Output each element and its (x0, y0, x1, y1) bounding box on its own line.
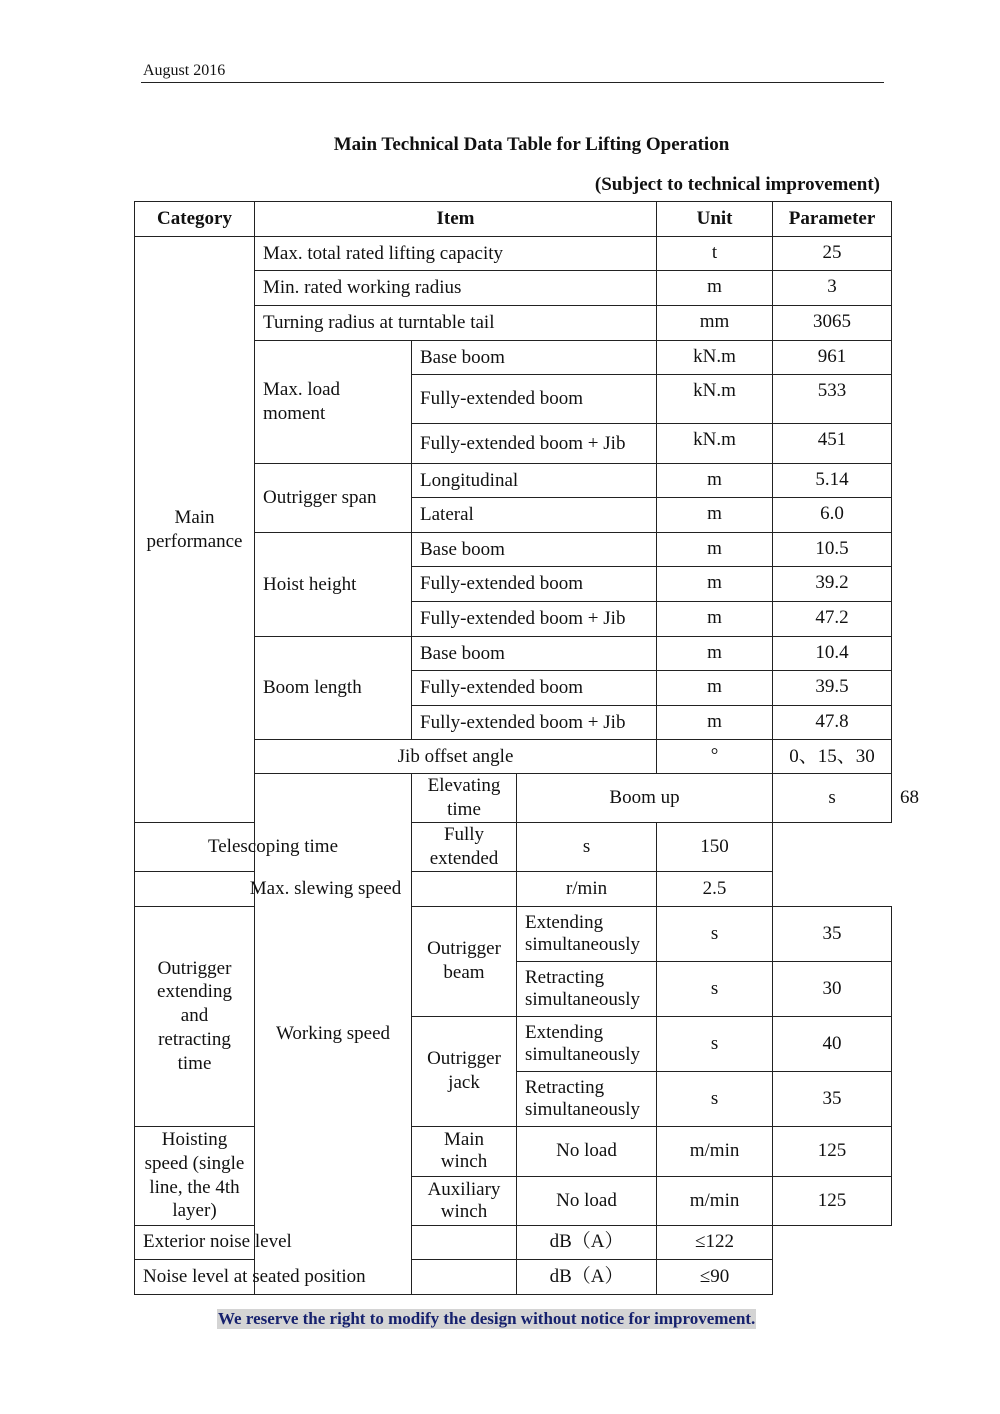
group-label-outrigger-time: Outrigger extending and retracting time (135, 906, 255, 1126)
sub-item-label: Lateral (412, 498, 657, 533)
unit-cell: m (657, 533, 773, 567)
header-date: August 2016 (143, 62, 226, 79)
unit-cell: s (657, 906, 773, 961)
sub-item-label: Base boom (412, 341, 657, 375)
column-header-category: Category (135, 202, 255, 237)
sub-item-label: Fully-extended boom + Jib (412, 602, 657, 637)
header-rule (141, 82, 884, 83)
table-row (135, 237, 892, 271)
unit-cell: mm (657, 306, 773, 341)
group-label-load-moment: Max. load moment (255, 341, 412, 464)
item-label: Noise level at seated position (135, 1259, 517, 1294)
sub-item-label: Fully-extended boom (412, 375, 657, 424)
page-title: Main Technical Data Table for Lifting Operation (333, 134, 730, 155)
table-row (135, 1126, 892, 1176)
load-label: No load (517, 1176, 657, 1225)
category-main-performance: Main performance (135, 237, 255, 823)
unit-cell: dB（A） (517, 1225, 657, 1259)
unit-cell: m/min (657, 1126, 773, 1176)
page-subtitle: (Subject to technical improvement) (594, 174, 880, 195)
table-row (135, 1259, 892, 1294)
parameter-cell: 2.5 (657, 871, 773, 906)
sub-item-label: Longitudinal (412, 464, 657, 498)
unit-cell: s (657, 1016, 773, 1071)
unit-cell: r/min (517, 871, 657, 906)
column-header-item: Item (255, 202, 657, 237)
unit-cell: kN.m (657, 424, 773, 464)
table-row (135, 906, 892, 961)
parameter-cell: ≤122 (657, 1225, 773, 1259)
group-label-boom-length: Boom length (255, 637, 412, 740)
sub-item-label: Fully-extended boom (412, 567, 657, 602)
group-label-hoist-height: Hoist height (255, 533, 412, 637)
item-label: Jib offset angle (255, 740, 657, 774)
column-header-unit: Unit (657, 202, 773, 237)
unit-cell: m (657, 567, 773, 602)
winch-label: Main winch (412, 1126, 517, 1176)
sub-item-label: Base boom (412, 533, 657, 567)
column-header-parameter: Parameter (773, 202, 892, 237)
unit-cell: s (657, 1071, 773, 1126)
unit-cell: m (657, 671, 773, 706)
group-label-hoisting-speed: Hoisting speed (single line, the 4th layer) (135, 1126, 255, 1225)
sub-item-label: Boom up (517, 774, 773, 823)
parameter-cell: 150 (657, 823, 773, 872)
parameter-cell: 451 (773, 424, 892, 464)
sub-item-label: Fully-extended boom (412, 671, 657, 706)
unit-cell: m (657, 464, 773, 498)
item-label: Max. total rated lifting capacity (255, 237, 657, 271)
parameter-cell: 47.2 (773, 602, 892, 637)
action-label: Extending simultaneously (517, 1016, 657, 1071)
parameter-cell: 35 (773, 1071, 892, 1126)
parameter-cell: 6.0 (773, 498, 892, 533)
action-label: Extending simultaneously (517, 906, 657, 961)
item-label: Exterior noise level (135, 1225, 517, 1259)
parameter-cell: 125 (773, 1126, 892, 1176)
parameter-cell: 39.5 (773, 671, 892, 706)
sub-group-outrigger-beam: Outrigger beam (412, 906, 517, 1016)
sub-item-label: Fully-extended boom + Jib (412, 706, 657, 740)
table-row (135, 823, 892, 872)
load-label: No load (517, 1126, 657, 1176)
parameter-cell: 30 (773, 961, 892, 1016)
unit-cell: kN.m (657, 375, 773, 424)
unit-cell: ° (657, 740, 773, 774)
group-label-elevating-time: Elevating time (412, 774, 517, 823)
table-header-row (135, 202, 892, 237)
parameter-cell: 47.8 (773, 706, 892, 740)
table-row (135, 1225, 892, 1259)
parameter-cell: 3 (773, 271, 892, 306)
action-label: Retracting simultaneously (517, 961, 657, 1016)
unit-cell: m (657, 271, 773, 306)
unit-cell: kN.m (657, 341, 773, 375)
unit-cell: s (657, 961, 773, 1016)
action-label: Retracting simultaneously (517, 1071, 657, 1126)
unit-cell: s (517, 823, 657, 872)
table-row (135, 871, 892, 906)
unit-cell: m/min (657, 1176, 773, 1225)
sub-item-label: Fully extended (412, 823, 517, 872)
unit-cell: dB（A） (517, 1259, 657, 1294)
technical-data-table (134, 201, 920, 1295)
item-label: Turning radius at turntable tail (255, 306, 657, 341)
parameter-cell: 35 (773, 906, 892, 961)
winch-label: Auxiliary winch (412, 1176, 517, 1225)
unit-cell: m (657, 602, 773, 637)
unit-cell: m (657, 706, 773, 740)
parameter-cell: 5.14 (773, 464, 892, 498)
group-label-outrigger-span: Outrigger span (255, 464, 412, 533)
parameter-cell: 39.2 (773, 567, 892, 602)
unit-cell: m (657, 637, 773, 671)
item-label: Min. rated working radius (255, 271, 657, 306)
sub-item-label: Fully-extended boom + Jib (412, 424, 657, 464)
parameter-cell: 961 (773, 341, 892, 375)
parameter-cell: 40 (773, 1016, 892, 1071)
category-working-speed: Working speed (255, 774, 412, 1295)
parameter-cell: ≤90 (657, 1259, 773, 1294)
parameter-cell: 10.5 (773, 533, 892, 567)
item-label: Max. slewing speed (135, 871, 517, 906)
group-label-telescoping-time: Telescoping time (135, 823, 412, 872)
parameter-cell: 533 (773, 375, 892, 424)
unit-cell: m (657, 498, 773, 533)
parameter-cell: 0、15、30 (773, 740, 892, 774)
parameter-cell: 3065 (773, 306, 892, 341)
parameter-cell: 125 (773, 1176, 892, 1225)
footer-disclaimer: We reserve the right to modify the design without notice for improvement. (218, 1309, 756, 1328)
unit-cell: t (657, 237, 773, 271)
parameter-cell: 10.4 (773, 637, 892, 671)
parameter-cell: 25 (773, 237, 892, 271)
table-row: Working speed Elevating time Boom up s 68 (135, 774, 892, 823)
unit-cell: s (773, 774, 892, 823)
sub-item-label: Base boom (412, 637, 657, 671)
sub-group-outrigger-jack: Outrigger jack (412, 1016, 517, 1126)
